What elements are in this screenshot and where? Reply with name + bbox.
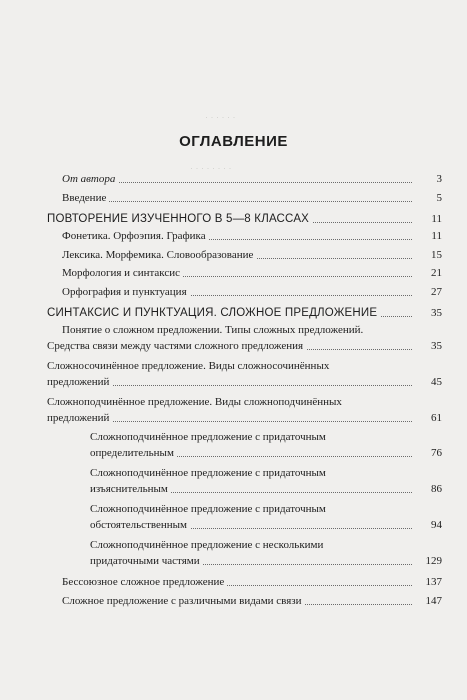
page-number: 129 [414, 554, 442, 568]
dot-leader [62, 201, 412, 202]
entry-text: Введение [62, 192, 109, 204]
toc-entry[interactable] [47, 323, 442, 353]
toc-entry[interactable] [62, 575, 442, 589]
entry-text: Орфография и пунктуация [62, 286, 190, 298]
page-number: 86 [414, 482, 442, 496]
entry-text: Сложное предложение с различными видами связи [62, 595, 305, 607]
page-number: 15 [414, 248, 442, 262]
page-number: 35 [414, 306, 442, 320]
toc-subentry[interactable] [90, 502, 442, 532]
entry-text: обстоятельственным [90, 519, 190, 531]
toc-entry[interactable] [47, 395, 442, 425]
toc-entry[interactable] [62, 229, 442, 243]
toc-subentry[interactable] [90, 538, 442, 568]
entry-text: Средства связи между частями сложного предложения [47, 340, 306, 352]
page-number: 137 [414, 575, 442, 589]
toc-section-entry[interactable] [47, 212, 442, 226]
page-number: 45 [414, 375, 442, 389]
entry-text: Фонетика. Орфоэпия. Графика [62, 230, 209, 242]
entry-text: ПОВТОРЕНИЕ ИЗУЧЕННОГО В 5—8 КЛАССАХ [47, 213, 312, 225]
entry-text: Сложноподчинённое предложение с несколькими [90, 539, 326, 551]
entry-text: Понятие о сложном предложении. Типы сложных предложений. [62, 324, 366, 336]
entry-text: Морфология и синтаксис [62, 267, 183, 279]
entry-text: Лексика. Морфемика. Словообразование [62, 249, 256, 261]
entry-text: предложений [47, 412, 112, 424]
entry-text: изъяснительным [90, 483, 171, 495]
toc-entry[interactable] [62, 266, 442, 280]
page-number: 27 [414, 285, 442, 299]
entry-text: СИНТАКСИС И ПУНКТУАЦИЯ. СЛОЖНОЕ ПРЕДЛОЖЕНИЕ [47, 307, 380, 319]
entry-text: Сложноподчинённое предложение с придаточным [90, 467, 329, 479]
page-number: 5 [414, 191, 442, 205]
toc-entry[interactable] [62, 172, 442, 186]
toc-entry[interactable] [62, 248, 442, 262]
toc-entry[interactable] [62, 285, 442, 299]
entry-text: Сложноподчинённое предложение с придаточным [90, 503, 329, 515]
entry-text: предложений [47, 376, 112, 388]
page-number: 11 [414, 229, 442, 243]
page-number: 3 [414, 172, 442, 186]
toc-subentry[interactable] [90, 430, 442, 460]
page-number: 61 [414, 411, 442, 425]
entry-text: Сложносочинённое предложение. Виды сложносочинённых [47, 360, 332, 372]
show-through-mark: · · · · · · · · [190, 163, 232, 173]
toc-entry[interactable] [47, 359, 442, 389]
page-number: 94 [414, 518, 442, 532]
entry-text: Сложноподчинённое предложение. Виды сложноподчинённых [47, 396, 345, 408]
toc-entry[interactable] [62, 594, 442, 608]
entry-text: определительным [90, 447, 177, 459]
entry-text: придаточными частями [90, 555, 203, 567]
page-number: 147 [414, 594, 442, 608]
page-number: 11 [414, 212, 442, 226]
page-number: 21 [414, 266, 442, 280]
entry-text: От автора [62, 173, 118, 185]
page-number: 76 [414, 446, 442, 460]
toc-section-entry[interactable] [47, 306, 442, 320]
entry-text: Бессоюзное сложное предложение [62, 576, 227, 588]
toc-title: ОГЛАВЛЕНИЕ [179, 133, 288, 150]
show-through-mark: · · · · · · [205, 112, 236, 122]
entry-text: Сложноподчинённое предложение с придаточным [90, 431, 329, 443]
toc-subentry[interactable] [90, 466, 442, 496]
toc-entry[interactable] [62, 191, 442, 205]
page-number: 35 [414, 339, 442, 353]
